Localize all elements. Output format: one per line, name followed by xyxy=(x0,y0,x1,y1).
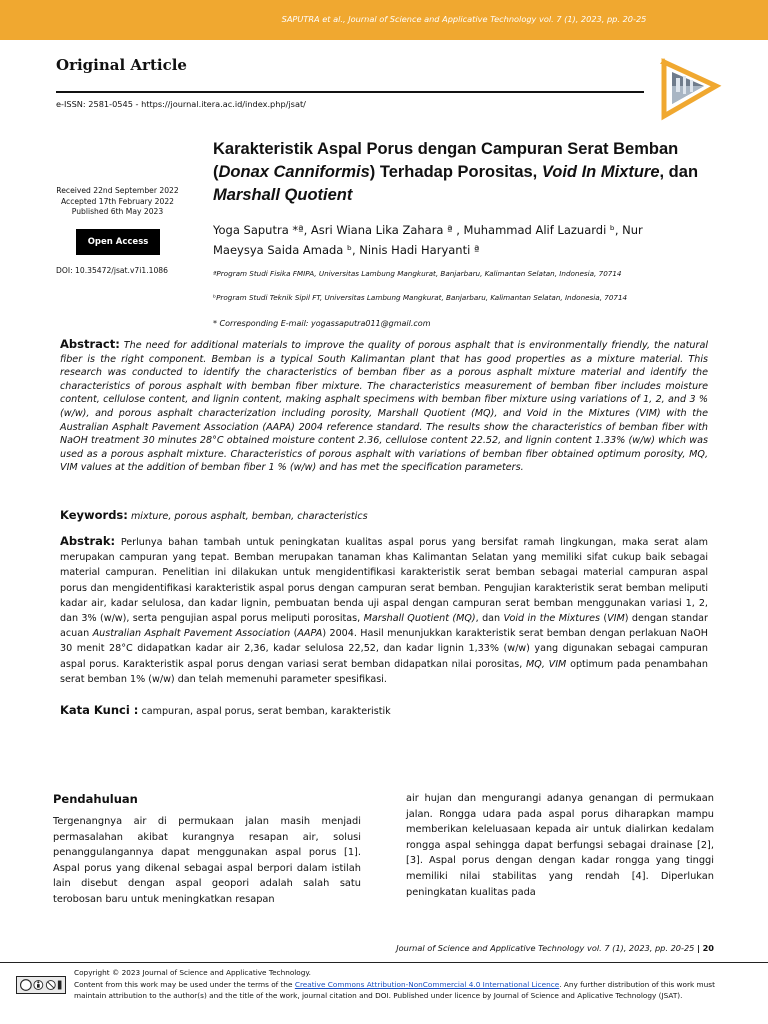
copyright-line: Copyright © 2023 Journal of Science and Applicative Technology. xyxy=(74,968,312,977)
license-link[interactable]: Creative Commons Attribution-NonCommercial 4.0 International Licence xyxy=(294,979,560,989)
date-accepted: Accepted 17th February 2022 xyxy=(60,196,175,206)
keywords-id-text: campuran, aspal porus, serat bemban, karakteristik xyxy=(141,706,391,717)
intro-column-right: air hujan dan mengurangi adanya genangan di permukaan jalan. Rongga udara pada aspal porus diharapkan mampu memberikan keleluasaan kepada air untuk dialirkan kedalam rongga aspal sehingga dapat berfungsi sebagai drainase [2], [3]. Aspal porus dengan dengan kadar rongga yang tinggi memiliki nilai stabilitas yang rendah [4]. Diperlukan peningkatan kualitas pada xyxy=(406,793,714,898)
header-rule xyxy=(56,91,644,93)
authors-line-2: Maeysya Saida Amada ᵇ, Ninis Hadi Haryanti ª xyxy=(213,243,480,257)
article-title xyxy=(213,138,733,207)
title-part-3: , dan xyxy=(659,163,699,181)
issn-line: e-ISSN: 2581-0545 - https://journal.itera.ac.id/index.php/jsat/ xyxy=(56,99,306,109)
abstract-en-text: The need for additional materials to improve the quality of porous asphalt that is environmentally friendly, the natural fiber is the right component. Bemban is a typical South Kalimantan plant that has good properties as a mixture material. This research was conducted to identify the characteristics of bemban fiber as a porous asphalt mixture material and identify the characteristics of porous asphalt with bemban fiber mixture. The characteristics measurement of bemban fiber includes moisture content, cellulose content, and lignin content, making asphalt specimens with bemban fiber mixture using variations of 1, 2, and 3 % (w/w), and porous asphalt characterization including porosity, Marshall Quotient (MQ), and Void in the Mixtures (VIM) with the Australian Asphalt Pavement Association (AAPA) 2004 reference standard. The results show the characteristics of bemban fiber with NaOH treatment 30 minutes 28°C obtained moisture content 2.36, cellulose content 22.52, and lignin content 1.33% (w/w) which was used as a porous asphalt mixture. Characteristics of porous asphalt with variations of bemban fiber obtained optimum porosity, MQ, VIM values at the addition of bemban fiber 1 % (w/w) and has met the specification parameters. xyxy=(60,340,708,474)
abstract-id-i1: Marshall Quotient (MQ) xyxy=(363,613,476,625)
footer-journal: Journal of Science and Applicative Technology vol. 7 (1), 2023, pp. 20-25 xyxy=(396,943,695,953)
page-number: 20 xyxy=(702,943,714,953)
abstract-id-s2: , dan xyxy=(475,613,504,625)
section-heading-introduction: Pendahuluan xyxy=(53,792,138,806)
license-pre: Content from this work may be used under the terms of the xyxy=(74,979,295,989)
running-footer xyxy=(396,943,714,953)
intro-column-left: Tergenangnya air di permukaan jalan masih menjadi permasalahan akibat kurangnya resapan air, solusi penanggulangannya dapat menggunakan aspal porus [1]. Aspal porus yang dikenal sebagai aspal berpori dalam istilah lain disebut dengan aspal geopori adalah salah satu terobosan baru untuk meningkatkan resapan xyxy=(53,816,361,905)
affiliation-b: ᵇProgram Studi Teknik Sipil FT, Universitas Lambung Mangkurat, Banjarbaru, Kalimantan Selatan, Indonesia, 70714 xyxy=(213,293,628,302)
title-italic-1: Donax Canniformis xyxy=(218,163,370,181)
author-list xyxy=(213,220,733,260)
article-type-heading: Original Article xyxy=(56,56,187,74)
abstract-id-i2: Void in the Mixtures xyxy=(503,613,600,625)
date-published: Published 6th May 2023 xyxy=(71,207,164,216)
keywords-en-label: Keywords: xyxy=(60,508,128,522)
abstract-id-s4: ) dengan standar acuan xyxy=(60,613,708,640)
title-italic-2: Void In Mixture xyxy=(541,163,660,181)
doi-line[interactable]: DOI: 10.35472/jsat.v7i1.1086 xyxy=(56,266,168,275)
affiliation-a: ªProgram Studi Fisika FMIPA, Universitas Lambung Mangkurat, Banjarbaru, Kalimantan Selatan, Indonesia, 70714 xyxy=(213,269,622,278)
abstract-id-label: Abstrak: xyxy=(60,534,116,548)
title-part-1: Karakteristik Aspal Porus dengan Campuran Serat Bemban ( xyxy=(213,140,679,181)
license-text xyxy=(74,979,746,1002)
abstract-id-s3: ( xyxy=(600,613,608,625)
keywords-indonesian xyxy=(60,703,391,717)
article-dates xyxy=(50,186,185,218)
abstract-en-label: Abstract: xyxy=(60,337,120,351)
open-access-badge: Open Access xyxy=(76,229,160,255)
abstract-id-i5: AAPA xyxy=(297,628,323,640)
abstract-indonesian xyxy=(60,534,708,687)
keywords-id-label: Kata Kunci : xyxy=(60,703,139,717)
abstract-id-s5: ( xyxy=(290,628,298,640)
date-received: Received 22nd September 2022 xyxy=(56,186,179,195)
abstract-id-i4: Australian Asphalt Pavement Association xyxy=(92,628,291,640)
abstract-id-i3: VIM xyxy=(607,613,625,625)
title-italic-3: Marshall Quotient xyxy=(213,186,353,204)
abstract-id-s6: ) 2004. Hasil menunjukkan karakteristik serat bemban dengan perlakuan NaOH 30 menit 28°C didapatkan kadar air 2,36, kadar selulosa 22,52, dan kadar lignin 1,33% (w/w) yang digunakan sebagai campuran aspal porus. Karakteristik aspal porus dengan variasi serat bemban didapatkan nilai porositas, xyxy=(60,628,708,670)
title-part-2: ) Terhadap Porositas, xyxy=(369,163,542,181)
license-notice xyxy=(74,967,746,1002)
license-post: . Any further distribution of this work must maintain attribution to the author(s) and the title of the work, journal citation and DOI. Published under licence by Journal of Science and Aplicative Technology (JSAT). xyxy=(74,979,715,1000)
abstract-id-i6: MQ, VIM xyxy=(526,658,567,670)
footer-rule xyxy=(0,962,768,963)
authors-line-1: Yoga Saputra *ª, Asri Wiana Lika Zahara ª , Muhammad Alif Lazuardi ᵇ, Nur xyxy=(213,223,643,237)
header-bar xyxy=(0,0,768,40)
footer-separator: | xyxy=(696,943,700,953)
journal-logo-icon xyxy=(650,56,730,122)
keywords-en-text: mixture, porous asphalt, bemban, characteristics xyxy=(130,511,368,522)
cc-license-icon xyxy=(16,976,66,994)
running-title: SAPUTRA et al., Journal of Science and Applicative Technology vol. 7 (1), 2023, pp. 20-25 xyxy=(281,14,647,24)
keywords-english xyxy=(60,508,368,522)
abstract-id-s7: optimum pada penambahan serat bemban 1% (w/w) dan telah memenuhi parameter spesifikasi. xyxy=(60,658,708,685)
abstract-english xyxy=(60,338,708,475)
corresponding-email: * Corresponding E-mail: yogassaputra011@gmail.com xyxy=(213,319,431,328)
abstract-id-s1: Perlunya bahan tambah untuk peningkatan kualitas aspal porus yang bersifat ramah lingkungan, maka serat alam merupakan campuran yang tepat. Bemban merupakan tanaman khas Kalimantan Selatan yang memiliki sifat cukup baik sebagai material campuran. Penelitian ini dilakukan untuk mengidentifikasi karakteristik serat bemban sebagai material campuran aspal porus dan mengidentifikasi karakteristik aspal porus dengan campuran serat bemban. Pengujian karakteristik serat bemban meliputi kadar air, kadar selulosa, dan kadar lignin, pembuatan benda uji aspal dengan campuran serat bemban menggunakan variasi 1, 2, dan 3% (w/w), serta pengujian aspal porus meliputi porositas, xyxy=(60,537,708,625)
